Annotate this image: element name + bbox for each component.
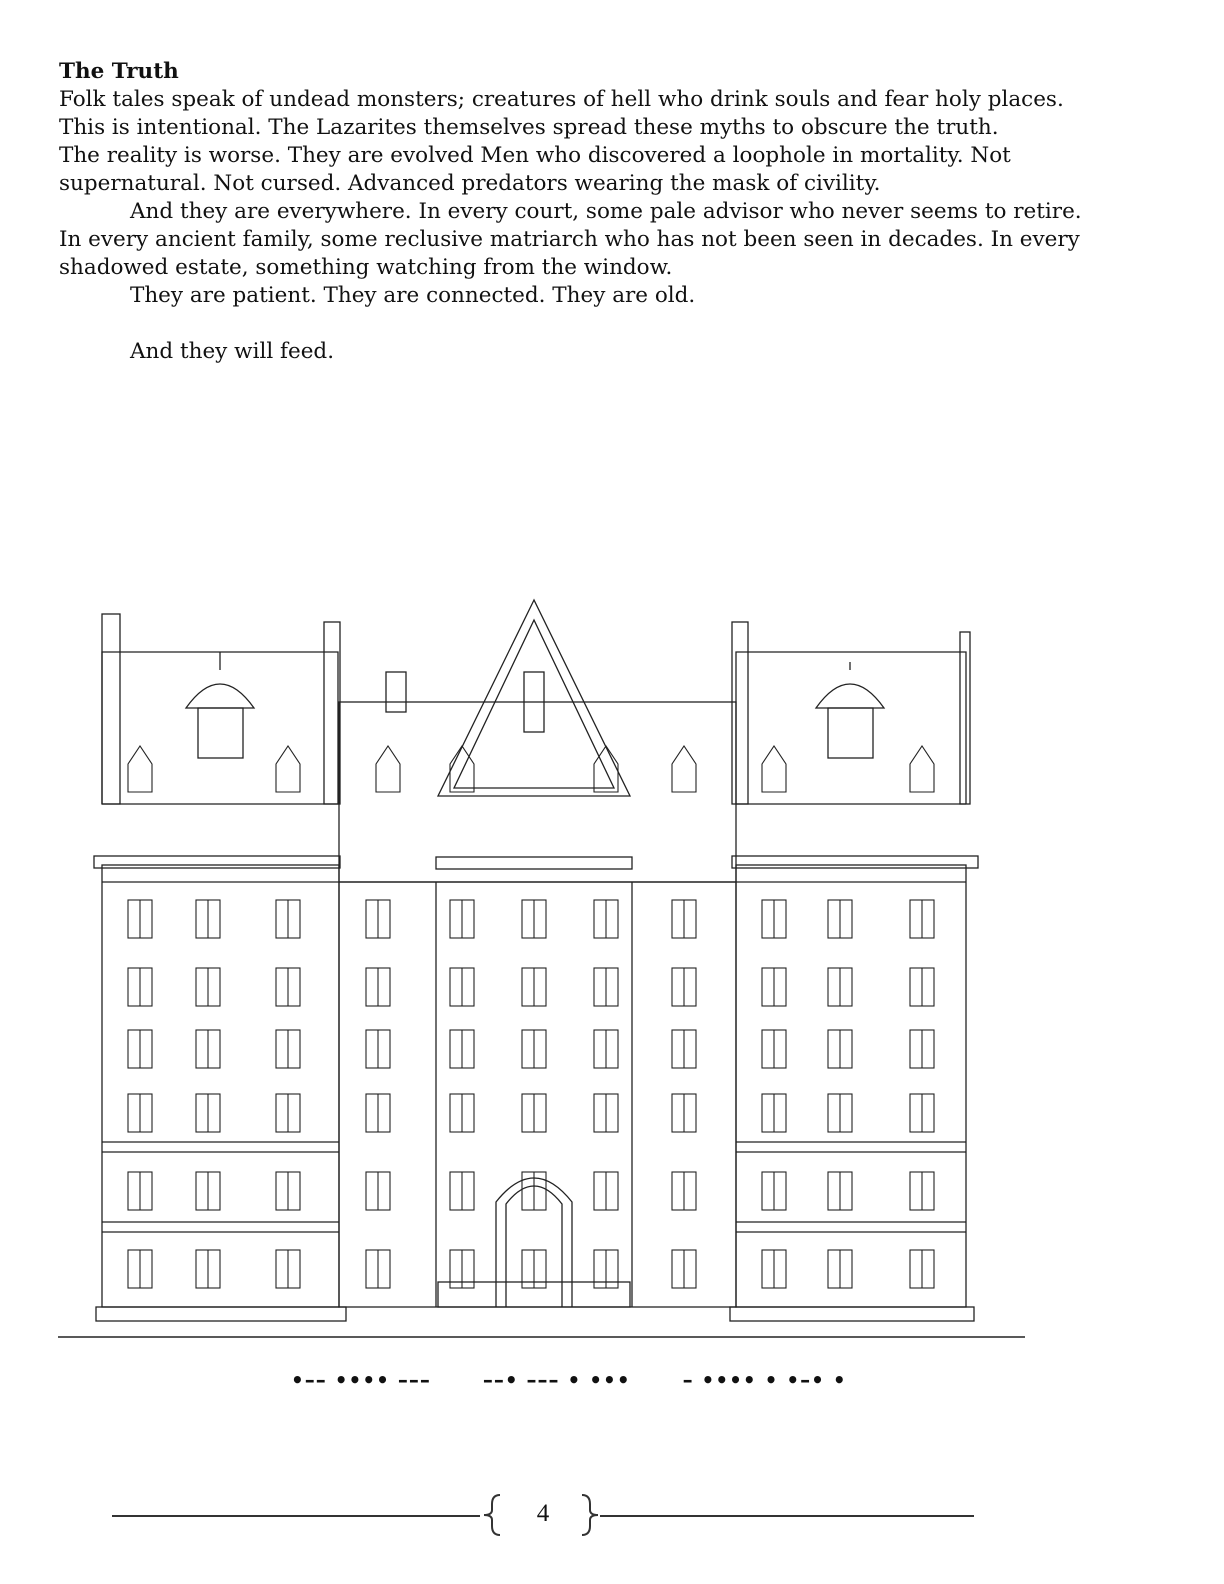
building-facade-icon <box>58 582 1028 1342</box>
footer-rule-right <box>600 1515 974 1517</box>
body-text <box>59 58 1082 366</box>
paragraph-line: shadowed estate, something watching from the window. <box>59 255 673 280</box>
cipher-group: – •••• • •–• • <box>682 1368 847 1392</box>
paragraph-line: Folk tales speak of undead monsters; creatures of hell who drink souls and fear holy places. <box>59 87 1064 112</box>
page-number: 4 <box>536 1500 550 1527</box>
paragraph-line: This is intentional. The Lazarites themselves spread these myths to obscure the truth. <box>59 115 999 140</box>
section-heading: The Truth <box>59 59 179 84</box>
page-footer <box>112 1490 974 1540</box>
paragraph-line: supernatural. Not cursed. Advanced predators wearing the mask of civility. <box>59 171 881 196</box>
paragraph-line: The reality is worse. They are evolved Men who discovered a loophole in mortality. Not <box>59 143 1011 168</box>
paragraph-line: And they are everywhere. In every court, some pale advisor who never seems to retire. <box>130 199 1082 224</box>
cipher-code <box>291 1368 891 1392</box>
cipher-group: ––• ––– • ••• <box>482 1368 631 1392</box>
paragraph-line: They are patient. They are connected. They are old. <box>130 283 696 308</box>
cipher-group: •–– •••• ––– <box>291 1368 431 1392</box>
paragraph-line: In every ancient family, some reclusive matriarch who has not been seen in decades. In every <box>59 227 1080 252</box>
paragraph-line: And they will feed. <box>130 339 335 364</box>
